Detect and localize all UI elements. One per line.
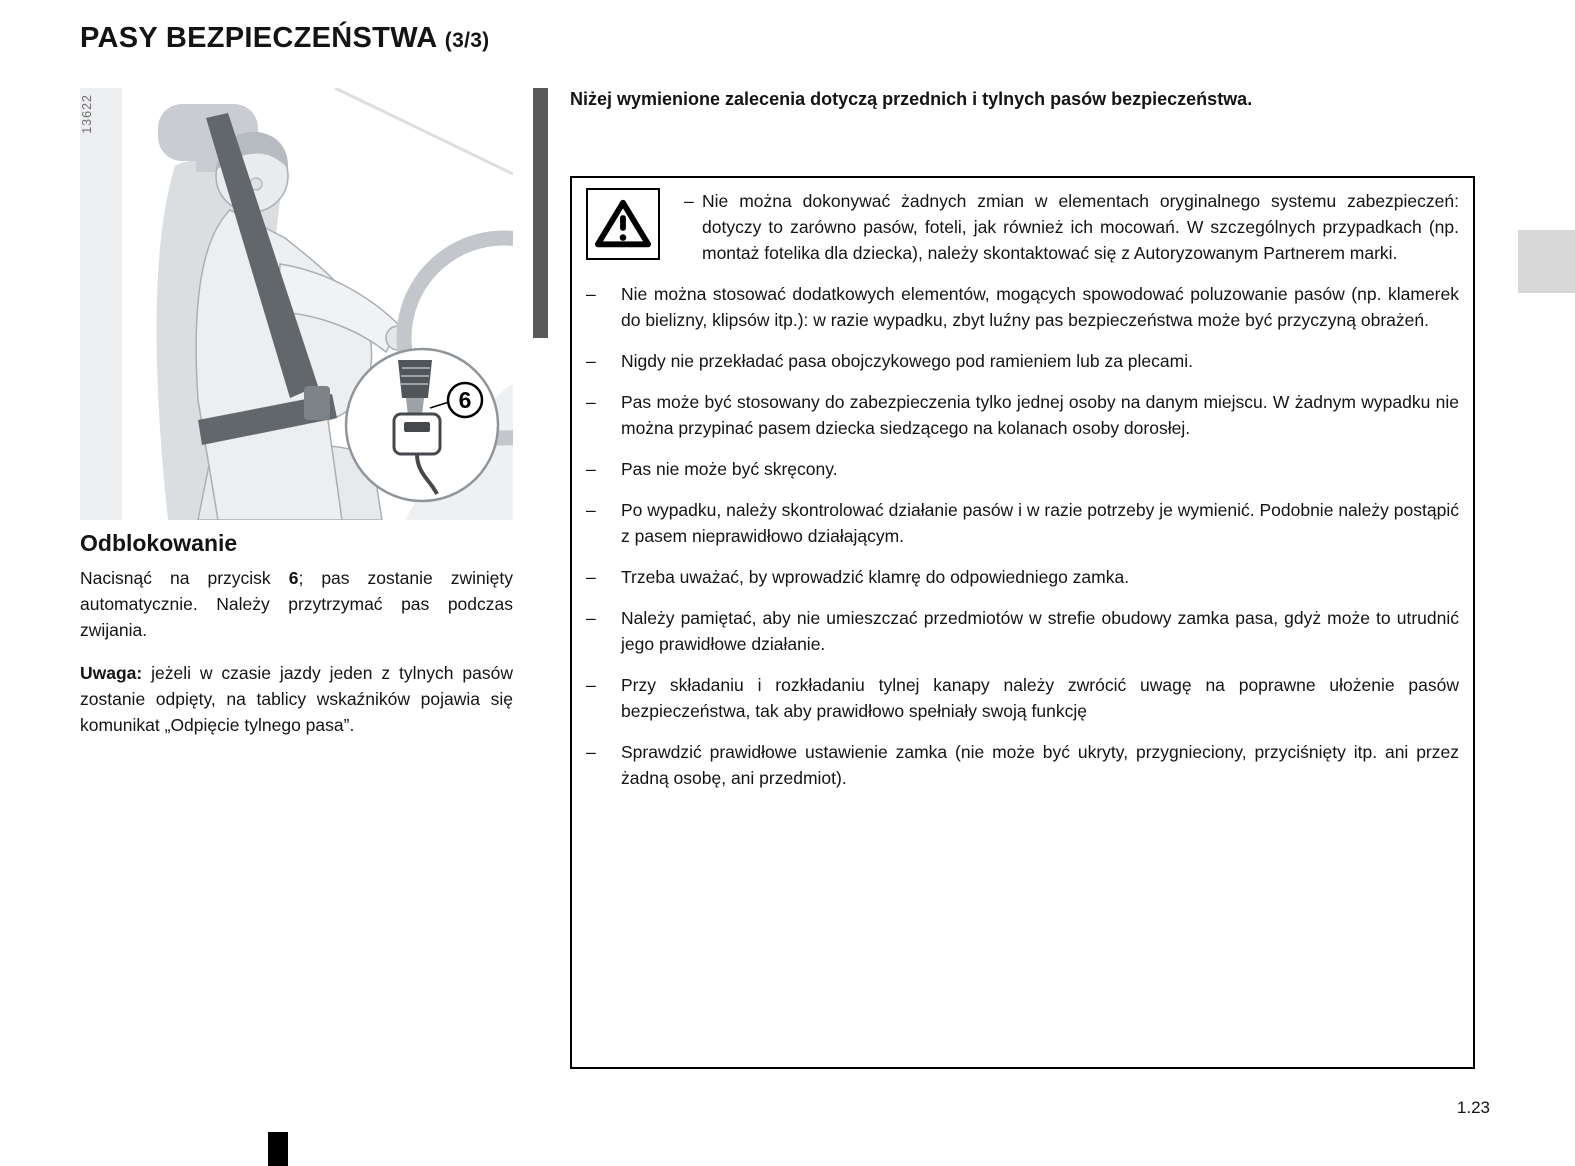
list-dash: – bbox=[586, 567, 596, 587]
warning-box bbox=[570, 176, 1475, 1069]
warning-item bbox=[586, 672, 1459, 724]
bottom-edge-marker bbox=[268, 1132, 288, 1166]
chapter-side-tab bbox=[1518, 230, 1575, 293]
warning-item-text: Po wypadku, należy skontrolować działanie pasów i w razie potrzeby je wymienić. Podobnie należy postąpić z pasem nieprawidłowo działającym. bbox=[621, 500, 1459, 546]
warning-item-text: Nie można dokonywać żadnych zmian w elementach oryginalnego systemu zabezpieczeń: dotyczy to zarówno pasów, foteli, jak również ich mocowań. W szczególnych przypadkach (np. montaż fotelika dla dziecka), należy skontaktować się z Autoryzowanym Partnerem marki. bbox=[702, 191, 1459, 263]
warning-item bbox=[586, 281, 1459, 333]
figure-number: 13622 bbox=[80, 94, 94, 134]
warning-item bbox=[586, 348, 1459, 374]
list-dash: – bbox=[586, 459, 596, 479]
list-dash: – bbox=[586, 351, 596, 371]
seatbelt-drawing bbox=[80, 88, 513, 520]
section-heading: Odblokowanie bbox=[80, 530, 238, 556]
button-6-reference: 6 bbox=[288, 568, 299, 588]
warning-item bbox=[586, 564, 1459, 590]
paragraph-note: Uwaga: jeżeli w czasie jazdy jeden z tylnych pasów zostanie odpięty, na tablicy wskaźników pojawia się komunikat „Odpięcie tylnego pasa”. bbox=[80, 663, 513, 735]
column-divider bbox=[533, 88, 548, 338]
paragraph-unlock: Nacisnąć na przycisk 6; pas zostanie zwinięty automatycznie. Należy przytrzymać pas podczas zwijania. bbox=[80, 568, 513, 640]
list-dash: – bbox=[586, 675, 596, 695]
page-title-text: PASY BEZPIECZEŃSTWA bbox=[80, 22, 437, 54]
warning-item-text: Nie można stosować dodatkowych elementów, mogących spowodować poluzowanie pasów (np. klamerek do bielizny, klipsów itp.): w razie wypadku, zbyt luźny pas bezpieczeństwa może być przyczyną obrażeń. bbox=[621, 284, 1459, 330]
list-dash: – bbox=[586, 500, 596, 520]
warning-item-text: Należy pamiętać, aby nie umieszczać przedmiotów w strefie obudowy zamka pasa, gdyż może to utrudnić jego prawidłowe działanie. bbox=[621, 608, 1459, 654]
warning-item bbox=[586, 739, 1459, 791]
list-dash: – bbox=[586, 608, 596, 628]
warning-item-text: Nigdy nie przekładać pasa obojczykowego pod ramieniem lub za plecami. bbox=[621, 351, 1193, 371]
page-title-suffix: (3/3) bbox=[444, 29, 490, 52]
warning-item-text: Pas nie może być skręcony. bbox=[621, 459, 838, 479]
seatbelt-illustration bbox=[80, 88, 513, 520]
callout-6-label: 6 bbox=[458, 387, 472, 413]
warning-item bbox=[586, 389, 1459, 441]
left-column bbox=[80, 88, 513, 755]
warning-item bbox=[586, 605, 1459, 657]
warning-item bbox=[586, 188, 1459, 266]
list-dash: – bbox=[586, 742, 596, 762]
list-dash: – bbox=[684, 191, 694, 211]
warning-item-text: Przy składaniu i rozkładaniu tylnej kanapy należy zwrócić uwagę na poprawne ułożenie pasów bezpieczeństwa, tak aby prawidłowo spełniały swoją funkcję bbox=[621, 675, 1459, 721]
right-column bbox=[570, 86, 1475, 1069]
note-label: Uwaga: bbox=[80, 663, 143, 683]
warning-item bbox=[586, 497, 1459, 549]
warning-item-text: Sprawdzić prawidłowe ustawienie zamka (nie może być ukryty, przygnieciony, przyciśnięty itp. ani przez żadną osobę, ani przedmiot). bbox=[621, 742, 1459, 788]
intro-text: Niżej wymienione zalecenia dotyczą przednich i tylnych pasów bezpieczeństwa. bbox=[570, 89, 1253, 109]
list-dash: – bbox=[586, 284, 596, 304]
page-title bbox=[80, 22, 489, 55]
warning-triangle-icon bbox=[586, 188, 660, 260]
warning-item bbox=[586, 456, 1459, 482]
page-number: 1.23 bbox=[1456, 1098, 1490, 1117]
warning-item-text: Trzeba uważać, by wprowadzić klamrę do odpowiedniego zamka. bbox=[621, 567, 1130, 587]
warning-item-text: Pas może być stosowany do zabezpieczenia tylko jednej osoby na danym miejscu. W żadnym wypadku nie można przypinać pasem dziecka siedzącego na kolanach osoby dorosłej. bbox=[621, 392, 1459, 438]
list-dash: – bbox=[586, 392, 596, 412]
